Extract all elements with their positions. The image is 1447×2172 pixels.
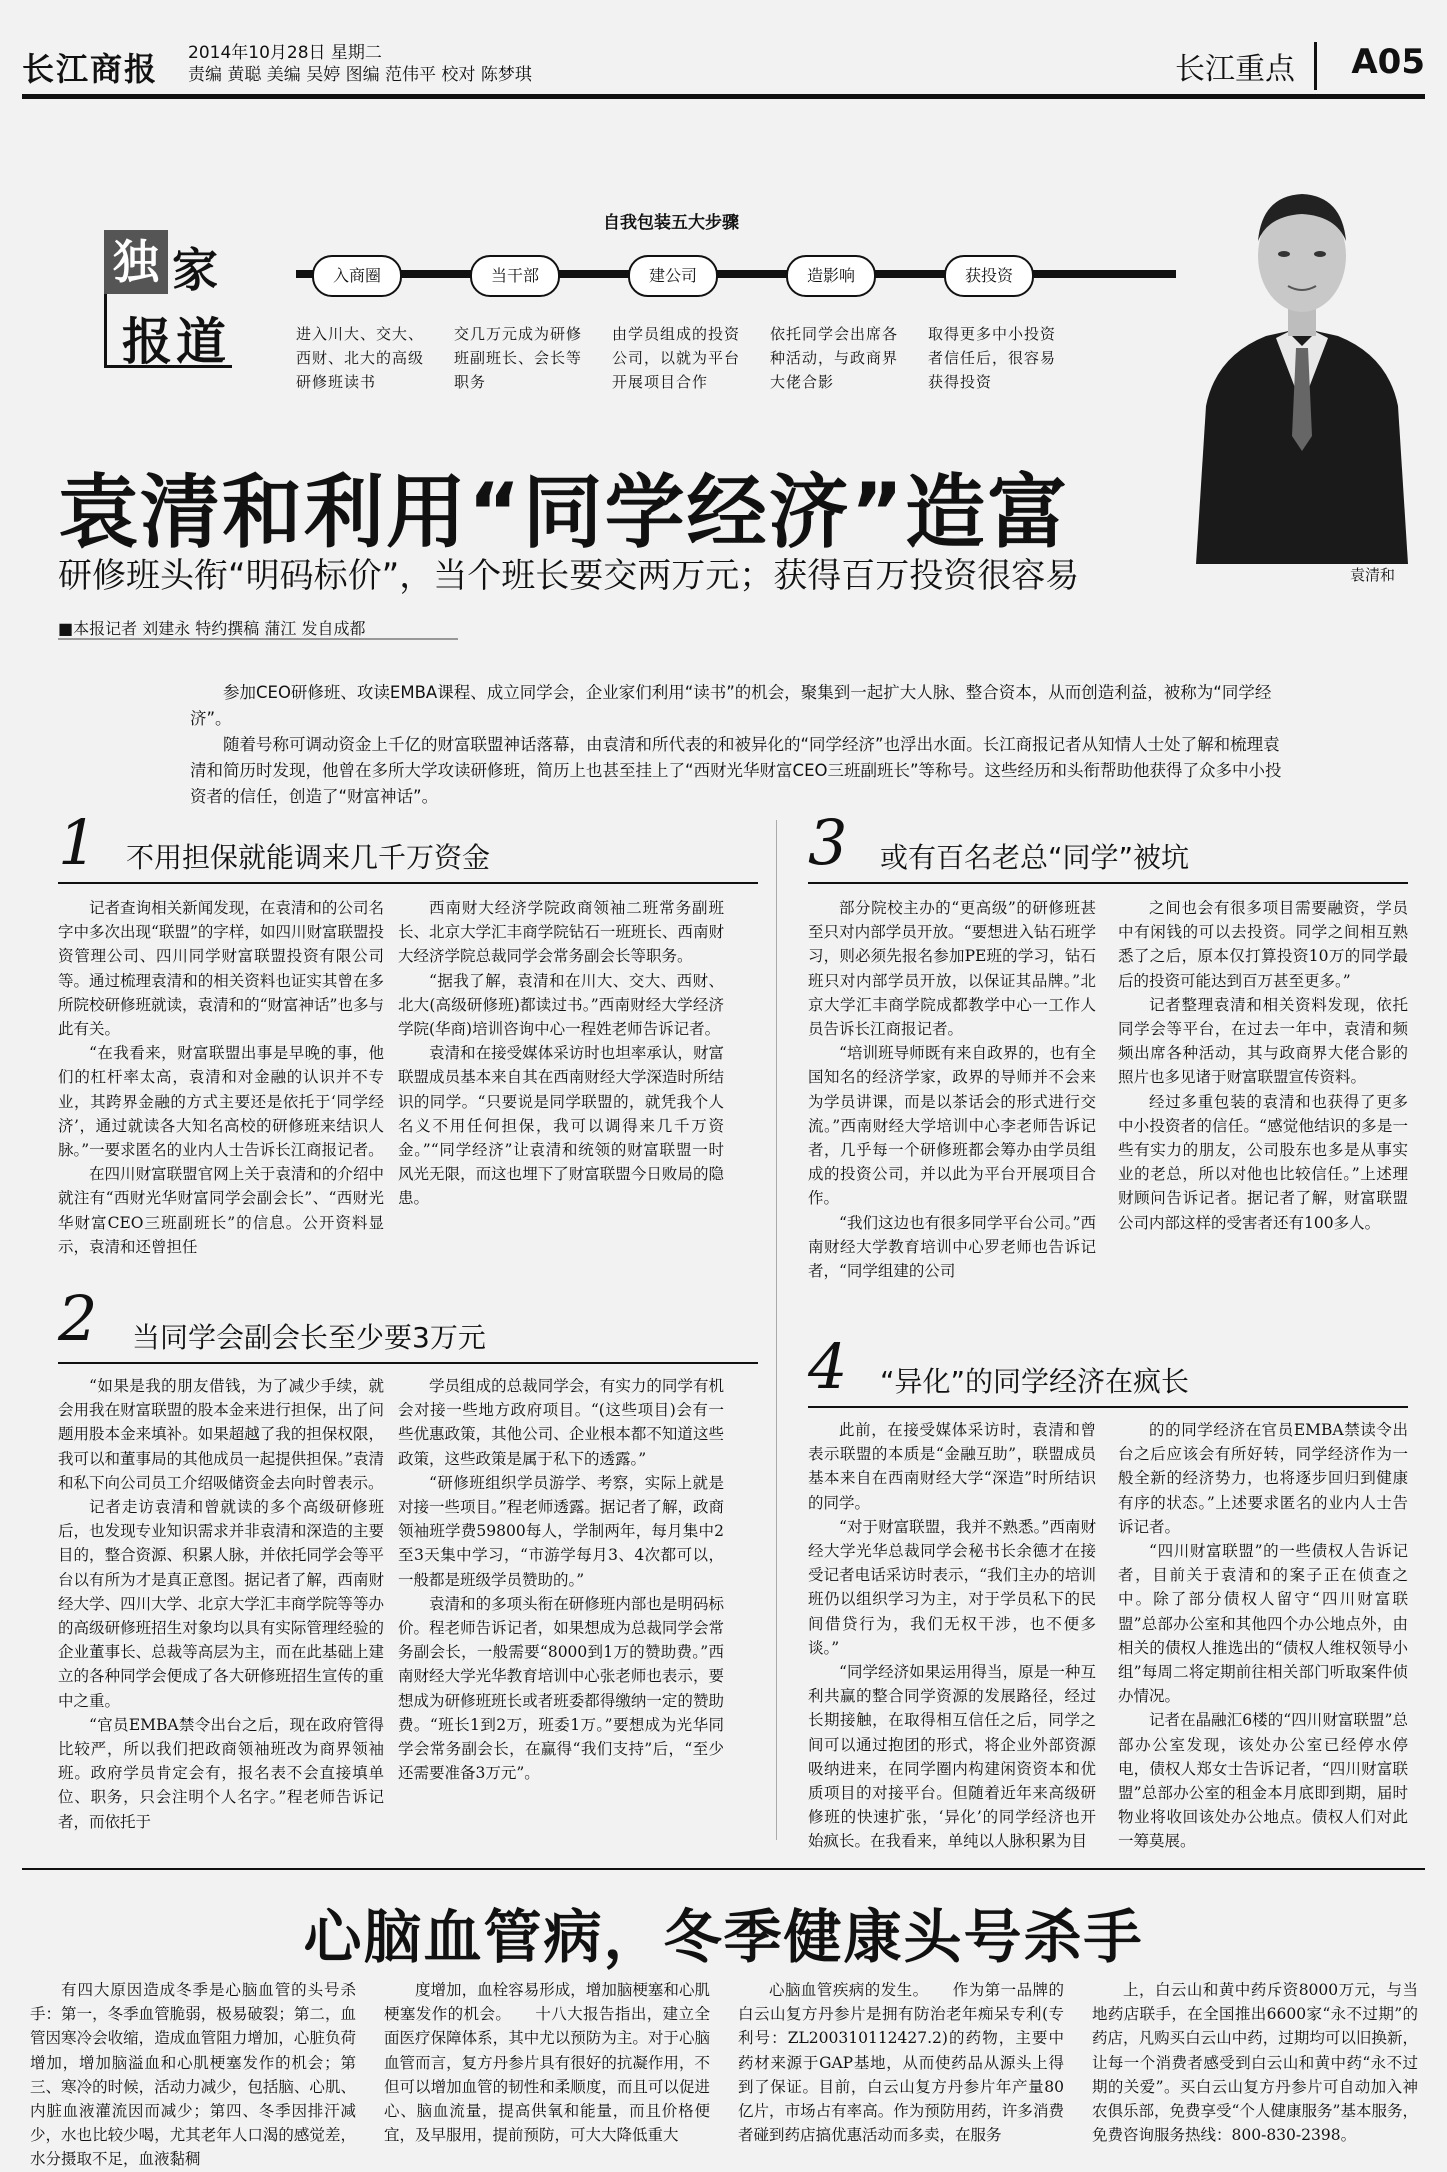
paragraph: 记者走访袁清和曾就读的多个高级研修班后，也发现专业知识需求并非袁清和深造的主要目的，整合资源、积累人脉，并依托同学会等平台以有所为才是真正意图。据记者了解，西南财经大学、四川大学、北京大学汇丰商学院等等办的高级研修班招生对象均以具有实际管理经验的企业董事长、总裁等高层为主，而在此基础上建立的各种同学会便成了各大研修班招生宣传的重中之重。 [58,1498,384,1710]
page-number: A05 [1351,42,1425,82]
badge-char-2: 家 [172,243,218,297]
section-4-rule [808,1406,1408,1408]
paragraph: 记者查询相关新闻发现，在袁清和的公司名字中多次出现“联盟”的字样，如四川财富联盟投资管理公司、四川同学财富联盟投资有限公司等。通过梳理袁清和的相关资料也证实其曾在多所院校研修班就读，袁清和的“财富神话”也多与此有关。 [58,899,384,1039]
main-headline: 袁清和利用“同学经济”造富 [58,466,1070,559]
portrait-photo [1176,106,1428,564]
section-2-col-2 [398,1374,724,1785]
paragraph: 记者整理袁清和相关资料发现，依托同学会等平台，在过去一年中，袁清和频频出席各种活动，其与政商界大佬合影的照片也多见诸于财富联盟宣传资料。 [1118,995,1408,1087]
paragraph: 袁清和在接受媒体采访时也坦率承认，财富联盟成员基本来自其在西南财经大学深造时所结识的同学。“只要说是同学联盟的，就凭我个人名义不用任何担保，我可以调得来几千万资金。”“同学经济”让袁清和统领的财富联盟一时风光无限，而这也埋下了财富联盟今日败局的隐患。 [398,1044,724,1208]
step-node-4: 造影响 [786,255,876,297]
section-3-title: 或有百名老总“同学”被坑 [880,841,1190,874]
column-divider [776,820,777,1840]
step-desc-1: 进入川大、交大、西财、北大的高级研修班读书 [296,325,425,391]
editors-line: 责编 黄聪 美编 吴婷 图编 范伟平 校对 陈梦琪 [188,65,532,85]
section-2-number: 2 [58,1282,98,1355]
section-2-col-1 [58,1374,384,1834]
paragraph: 西南财大经济学院政商领袖二班常务副班长、北京大学汇丰商学院钻石一班班长、西南财大经济学院总裁同学会常务副会长等职务。 [398,899,724,966]
ad-col-2 [384,1978,710,2147]
paragraph: “同学经济如果运用得当，原是一种互利共赢的整合同学资源的发展路径，经过长期接触，在取得相互信任之后，同学之间可以通过抱团的形式，将企业外部资源吸纳进来，在同学圈内构建闲资资本和优质项目的对接平台。但随着近年来高级研修班的快速扩张，‘异化’的同学经济也开始疯长。在我看来，单纯以人脉积累为目 [808,1663,1096,1851]
paragraph: 之间也会有很多项目需要融资，学员中有闲钱的可以去投资。同学之间相互熟悉了之后，原本仅打算投资10万的同学最后的投资可能达到百万甚至更多。” [1118,899,1408,990]
step-node-1: 入商圈 [312,255,402,297]
paragraph: “四川财富联盟”的一些债权人告诉记者，目前关于袁清和的案子正在侦查之中。除了部分债权人留守“四川财富联盟”总部办公室和其他四个办公地点外，由相关的债权人推选出的“债权人维权领导小组”每周二将定期前往相关部门听取案件侦办情况。 [1118,1542,1408,1706]
paragraph: 袁清和的多项头衔在研修班内部也是明码标价。程老师告诉记者，如果想成为总裁同学会常务副会长，一般需要“8000到1万的赞助费。”西南财经大学光华教育培训中心张老师也表示，要想成为研修班班长或者班委都得缴纳一定的赞助费。“班长1到2万，班委1万。”要想成为光华同学会常务副会长，在赢得“我们支持”后，“至少还需要准备3万元”。 [398,1594,724,1783]
byline-rule [58,638,458,640]
step-node-3: 建公司 [628,255,718,297]
section-3-rule [808,882,1408,884]
paragraph: 部分院校主办的“更高级”的研修班甚至只对内部学员开放。“要想进入钻石班学习，则必须先报名参加PE班的学习，钻石班只对内部学员开放，以保证其品牌。”北京大学汇丰商学院成都教学中心一工作人员告诉长江商报记者。 [808,899,1096,1039]
paragraph: “对于财富联盟，我并不熟悉。”西南财经大学光华总裁同学会秘书长余德才在接受记者电话采访时表示，“我们主办的培训班仍以组织学习为主，对于学员私下的民间借贷行为，我们无权干涉，也不便多谈。” [808,1517,1096,1657]
step-node-2: 当干部 [470,255,560,297]
paragraph: 经过多重包装的袁清和也获得了更多中小投资者的信任。“感觉他结识的多是一些有实力的朋友，公司股东也多是从事实业的老总，所以对他也比较信任。”上述理财顾问告诉记者。据记者了解，财富联盟公司内部这样的受害者还有100多人。 [1118,1092,1408,1232]
ad-top-rule [22,1868,1425,1870]
date-line: 2014年10月28日 星期二 [188,43,382,63]
section-1-rule [58,882,758,884]
section-3-col-2 [1118,896,1408,1235]
portrait-caption: 袁清和 [1350,566,1396,584]
section-4-col-1 [808,1418,1096,1854]
paragraph: 度增加，血栓容易形成，增加脑梗塞和心肌梗塞发作的机会。 十八大报告指出，建立全面医疗保障体系，其中尤以预防为主。对于心脑血管而言，复方丹参片具有很好的抗凝作用，不但可以增加血管的韧性和柔顺度，而且可以促进心、脑血流量，提高供氧和能量，而且价格便宜，及早服用，提前预防，可大大降低重大 [384,1981,710,2145]
paragraph: 的的同学经济在官员EMBA禁读令出台之后应该会有所好转，同学经济作为一般全新的经济势力，也将逐步回归到健康有序的状态。”上述要求匿名的业内人士告诉记者。 [1118,1421,1408,1536]
lede [190,680,1290,810]
step-node-5: 获投资 [944,255,1034,297]
masthead-meta [188,42,532,86]
sub-headline: 研修班头衔“明码标价”，当个班长要交两万元；获得百万投资很容易 [58,556,1080,596]
paragraph: “研修班组织学员游学、考察，实际上就是对接一些项目。”程老师透露。据记者了解，政商领袖班学费59800每人，学制两年，每月集中2至3天集中学习，“市游学每月3、4次都可以，一般都是班级学员赞助的。” [398,1473,724,1589]
steps-timeline-bar [296,270,1196,278]
section-4-title: “异化”的同学经济在疯长 [880,1365,1190,1398]
section-1-number: 1 [58,806,98,879]
ad-col-3 [738,1978,1064,2147]
paragraph: 记者在晶融汇6楼的“四川财富联盟”总部办公室发现，该处办公室已经停水停电，债权人郑女士告诉记者，“四川财富联盟”总部办公室的租金本月底即到期，届时物业将收回该处办公地点。债权人们对此一筹莫展。 [1118,1711,1408,1851]
paragraph: “我们这边也有很多同学平台公司。”西南财经大学教育培训中心罗老师也告诉记者，“同学组建的公司 [808,1213,1096,1281]
step-desc-4: 依托同学会出席各种活动，与政商界大佬合影 [770,325,899,391]
section-name: 长江重点 [1175,52,1295,87]
paragraph: 有四大原因造成冬季是心脑血管的头号杀手：第一，冬季血管脆弱，极易破裂；第二，血管因寒冷会收缩，造成血管阻力增加，心脏负荷增加，增加脑溢血和心肌梗塞发作的机会；第三、寒冷的时候，活动力减少，包括脑、心肌、内脏血液灌流因而减少；第四、冬季因排汗减少，水也比较少喝，尤其老年人口渴的感觉差，水分摄取不足，血液黏稠 [30,1981,356,2169]
section-2-rule [58,1362,758,1364]
masthead-divider [1314,42,1317,90]
step-desc-2: 交几万元成为研修班副班长、会长等职务 [454,325,583,391]
section-4-number: 4 [808,1330,848,1403]
badge-char-1: 独 [104,230,168,294]
step-desc-3: 由学员组成的投资公司，以就为平台开展项目合作 [612,325,741,391]
paragraph: “在我看来，财富联盟出事是早晚的事，他们的杠杆率太高，袁清和对金融的认识并不专业，其跨界金融的方式主要还是依托于‘同学经济’，通过就读各大知名高校的研修班来结识人脉。”一要求匿名的业内人士告诉长江商报记者。 [58,1044,384,1160]
paragraph: 学员组成的总裁同学会，有实力的同学有机会对接一些地方政府项目。“(这些项目)会有一些优惠政策，其他公司、企业根本都不知道这些政策，这些政策是属于私下的透露。” [398,1377,724,1468]
section-4-col-2 [1118,1418,1408,1854]
paragraph: 心脑血管疾病的发生。 作为第一品牌的白云山复方丹参片是拥有防治老年痴呆专利(专利号：ZL200310112427.2)的药物，主要中药材来源于GAP基地，从而使药品从源头上得到了保证。目前，白云山复方丹参片年产量80亿片，市场占有率高。作为预防用药，许多消费者碰到药店搞优惠活动而多卖，在服务 [738,1981,1064,2145]
step-desc-5: 取得更多中小投资者信任后，很容易获得投资 [928,325,1057,391]
badge-line-2: 报道 [122,313,230,371]
exclusive-report-badge [104,230,240,371]
newspaper-logo: 长江商报 [22,50,159,88]
paragraph: 上，白云山和黄中药斥资8000万元，与当地药店联手，在全国推出6600家“永不过期”的药店，凡购买白云山中药，过期均可以旧换新，让每一个消费者感受到白云山和黄中药“永不过期的关爱”。买白云山复方丹参片可自动加入神农俱乐部，免费享受“个人健康服务”基本服务，免费咨询服务热线：800-830-2398。 [1092,1981,1418,2145]
section-1-col-2 [398,896,724,1211]
byline: ■本报记者 刘建永 特约撰稿 蒲江 发自成都 [58,619,366,638]
masthead [22,42,1425,99]
ad-col-1 [30,1978,356,2172]
steps-title: 自我包装五大步骤 [603,213,739,233]
section-1-title: 不用担保就能调来几千万资金 [126,841,491,874]
paragraph: “据我了解，袁清和在川大、交大、西财、北大(高级研修班)都读过书。”西南财经大学经济学院(华商)培训咨询中心一程姓老师告诉记者。 [398,971,724,1039]
lede-paragraph: 随着号称可调动资金上千亿的财富联盟神话落幕，由袁清和所代表的和被异化的“同学经济”也浮出水面。长江商报记者从知情人士处了解和梳理袁清和简历时发现，他曾在多所大学攻读研修班，简历上也甚至挂上了“西财光华财富CEO三班副班长”等称号。这些经历和头衔帮助他获得了众多中小投资者的信任，创造了“财富神话”。 [190,735,1282,806]
section-3-col-1 [808,896,1096,1283]
paragraph: “官员EMBA禁令出台之后，现在政府管得比较严，所以我们把政商领袖班改为商界领袖班。政府学员肯定会有，报名表不会直接填单位、职务，只会注明个人名字。”程老师告诉记者，而依托于 [58,1715,384,1831]
lede-paragraph: 参加CEO研修班、攻读EMBA课程、成立同学会，企业家们利用“读书”的机会，聚集到一起扩大人脉、整合资本，从而创造利益，被称为“同学经济”。 [190,683,1272,728]
ad-headline: 心脑血管病，冬季健康头号杀手 [303,1903,1144,1971]
paragraph: “如果是我的朋友借钱，为了减少手续，就会用我在财富联盟的股本金来进行担保，出了问题用股本金来填补。如果超越了我的担保权限，我可以和董事局的其他成员一起提供担保。”袁清和私下向公司员工介绍吸储资金去向时曾表示。 [58,1377,384,1492]
paragraph: “培训班导师既有来自政界的，也有全国知名的经济学家，政界的导师并不会来为学员讲课，而是以茶话会的形式进行交流。”西南财经大学培训中心李老师告诉记者，几乎每一个研修班都会筹办由学员组成的投资公司，并以此为平台开展项目合作。 [808,1044,1096,1208]
ad-col-4 [1092,1978,1418,2147]
section-1-col-1 [58,896,384,1259]
paragraph: 此前，在接受媒体采访时，袁清和曾表示联盟的本质是“金融互助”，联盟成员基本来自在西南财经大学“深造”时所结识的同学。 [808,1421,1096,1512]
paragraph: 在四川财富联盟官网上关于袁清和的介绍中就注有“西财光华财富同学会副会长”、“西财光华财富CEO三班副班长”的信息。公开资料显示，袁清和还曾担任 [58,1165,384,1256]
section-3-number: 3 [808,806,848,879]
section-2-title: 当同学会副会长至少要3万元 [132,1321,486,1354]
